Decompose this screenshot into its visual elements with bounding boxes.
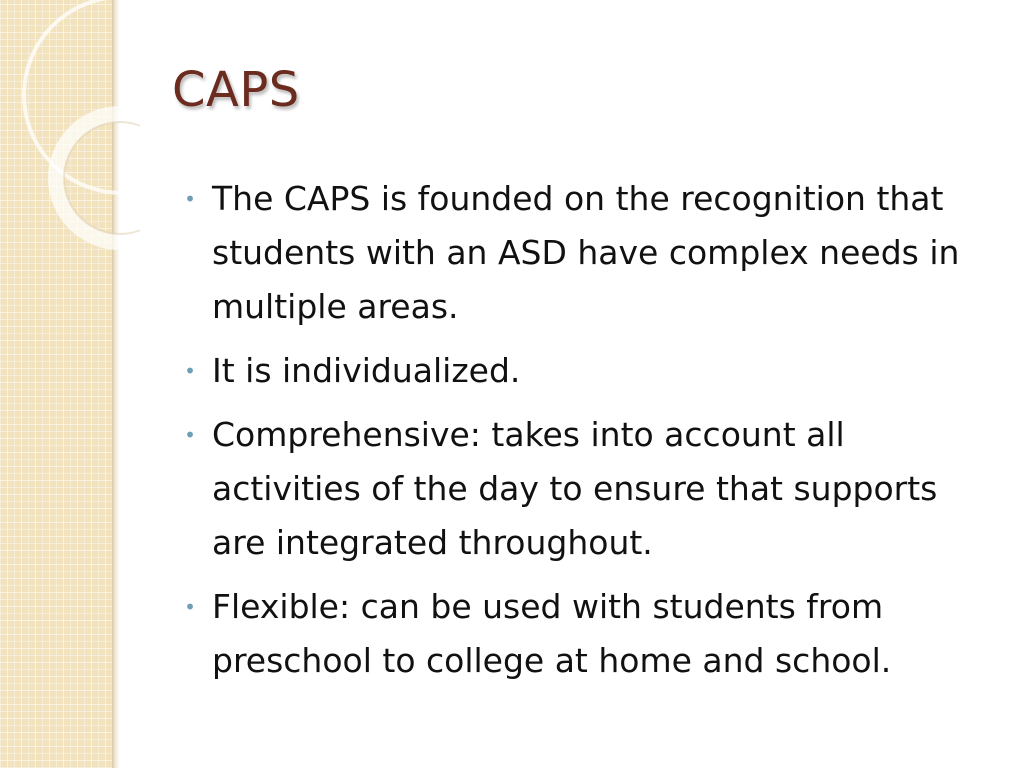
decorative-rings: [0, 0, 140, 260]
bullet-icon: •: [184, 595, 196, 619]
bullet-item: [180, 580, 1000, 688]
bullet-icon: •: [184, 423, 196, 447]
bullet-text: Flexible: can be used with students from preschool to college at home and school.: [212, 587, 892, 680]
bullet-text: It is individualized.: [212, 351, 521, 390]
decorative-ring-outer: [24, 0, 140, 193]
slide-title: CAPS: [172, 62, 300, 118]
bullet-item: [180, 408, 1000, 570]
bullet-item: [180, 344, 1000, 398]
bullet-icon: •: [184, 359, 196, 383]
bullet-list: [180, 172, 1000, 698]
bullet-text: Comprehensive: takes into account all activities of the day to ensure that supports are integrated throughout.: [212, 415, 938, 562]
bullet-text: The CAPS is founded on the recognition that students with an ASD have complex needs in multiple areas.: [212, 179, 960, 326]
bullet-icon: •: [184, 187, 196, 211]
bullet-item: [180, 172, 1000, 334]
